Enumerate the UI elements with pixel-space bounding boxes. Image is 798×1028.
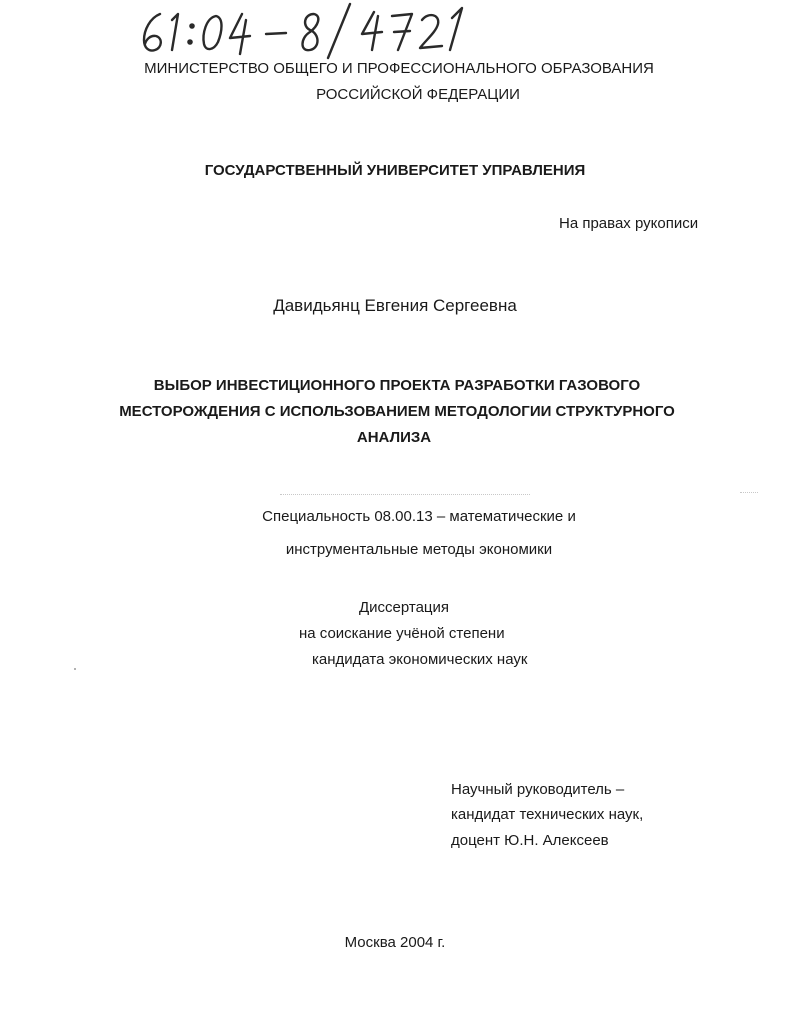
scan-noise-right <box>740 492 758 495</box>
scan-speck <box>74 668 76 670</box>
scan-noise <box>280 494 530 499</box>
dissertation-line-3: кандидата экономических наук <box>312 651 528 668</box>
university-name: ГОСУДАРСТВЕННЫЙ УНИВЕРСИТЕТ УПРАВЛЕНИЯ <box>204 162 586 179</box>
thesis-title-line-3: АНАЛИЗА <box>356 429 432 446</box>
ministry-line-2: РОССИЙСКОЙ ФЕДЕРАЦИИ <box>316 86 520 103</box>
author-name: Давидьянц Евгения Сергеевна <box>273 296 517 315</box>
specialty-line-2: инструментальные методы экономики <box>285 541 553 558</box>
dissertation-line-2: на соискание учёной степени <box>299 625 505 642</box>
dissertation-line-1: Диссертация <box>359 599 450 616</box>
supervisor-line-1: Научный руководитель – <box>451 781 625 798</box>
thesis-title-line-2: МЕСТОРОЖДЕНИЯ С ИСПОЛЬЗОВАНИЕМ МЕТОДОЛОГИИ СТРУКТУРНОГО <box>119 403 675 420</box>
handwritten-archive-number <box>136 0 506 60</box>
ministry-line-1: МИНИСТЕРСТВО ОБЩЕГО И ПРОФЕССИОНАЛЬНОГО ОБРАЗОВАНИЯ <box>144 60 654 77</box>
place-and-year: Москва 2004 г. <box>344 934 446 951</box>
supervisor-line-3: доцент Ю.Н. Алексеев <box>451 832 609 849</box>
supervisor-line-2: кандидат технических наук, <box>451 806 644 823</box>
specialty-line-1: Специальность 08.00.13 – математические и <box>262 508 576 525</box>
manuscript-note: На правах рукописи <box>559 215 699 232</box>
thesis-title-line-1: ВЫБОР ИНВЕСТИЦИОННОГО ПРОЕКТА РАЗРАБОТКИ ГАЗОВОГО <box>153 377 641 394</box>
